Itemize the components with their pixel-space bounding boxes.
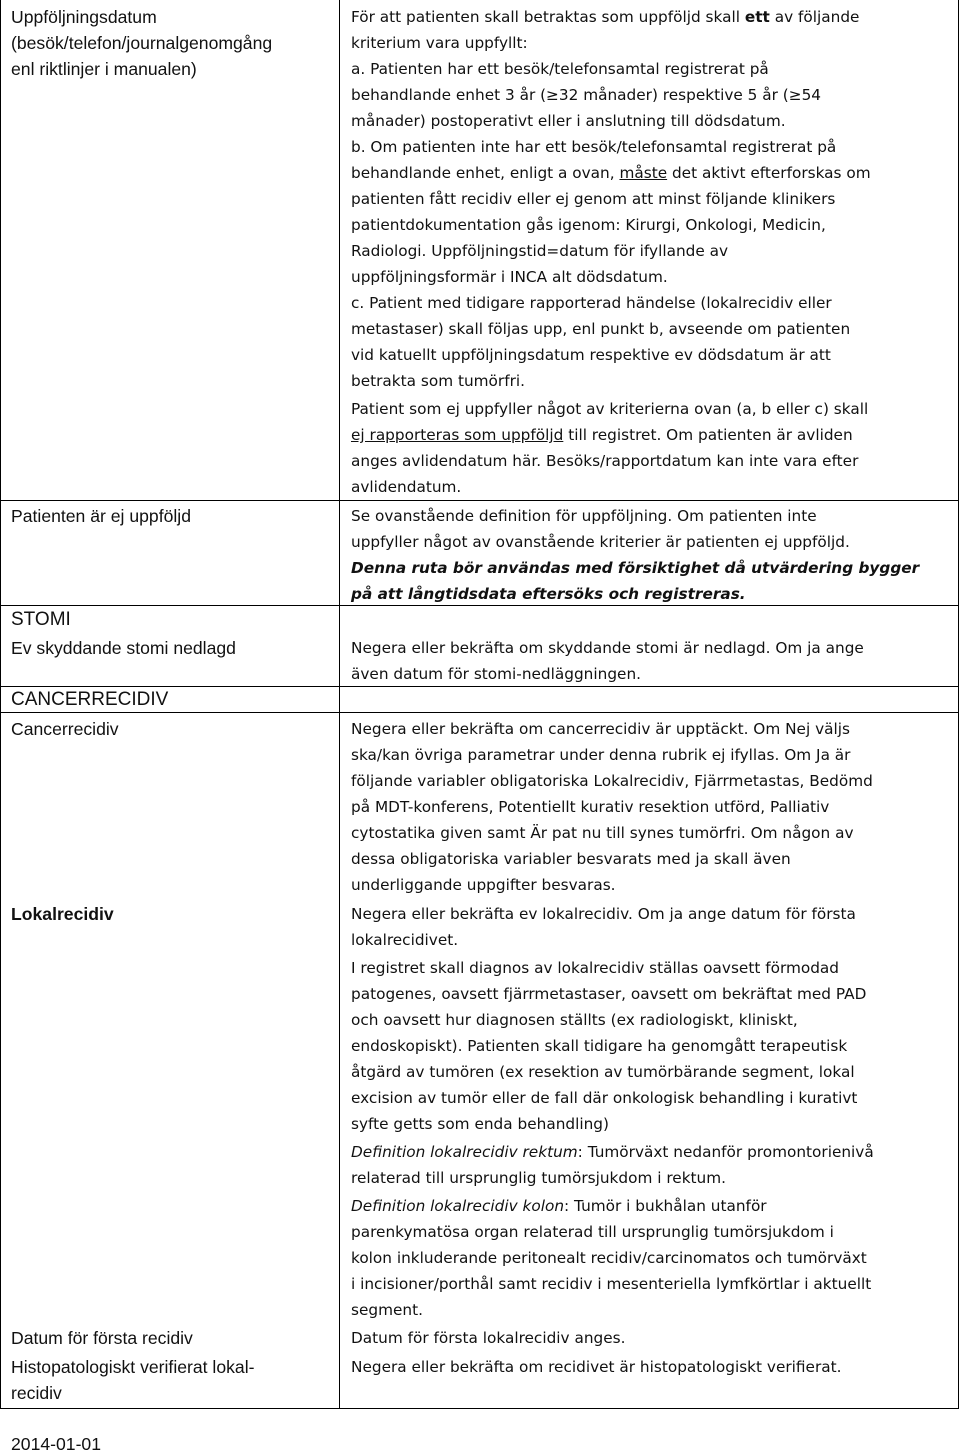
table-column-divider (339, 0, 340, 1409)
criterion-b-line: patientdokumentation gås igenom: Kirurgi, Onkologi, Medicin, (351, 216, 826, 234)
criterion-b-line: uppföljningsformär i INCA alt dödsdatum. (351, 268, 668, 286)
text-span: : Tumörväxt nedanför promontorienivå (577, 1143, 874, 1161)
row-divider-1 (0, 500, 959, 501)
definition-kolon-line: kolon inkluderande peritonealt recidiv/carcinomatos och tumörväxt (351, 1249, 867, 1267)
ej-uppfoljd-line: Se ovanstående definition för uppföljning. Om patienten inte (351, 507, 817, 525)
definition-kolon-line (351, 1193, 767, 1219)
rule-line: anges avlidendatum här. Besöks/rapportdatum kan inte vara efter (351, 452, 859, 470)
label-stomi: Ev skyddande stomi nedlagd (11, 638, 236, 658)
label-uppfoljningsdatum-line: enl riktlinjer i manualen) (11, 59, 197, 79)
text-span-underlined: ej rapporteras som uppföljd (351, 426, 564, 444)
section-header-cancerrecidiv: CANCERRECIDIV (11, 689, 169, 710)
lokalrecidiv-line: lokalrecidivet. (351, 931, 459, 949)
cancerrecidiv-line: dessa obligatoriska variabler besvarats med ja skall även (351, 850, 791, 868)
lokalrecidiv-line: Negera eller bekräfta ev lokalrecidiv. Om ja ange datum för första (351, 905, 856, 923)
definition-rektum-line (351, 1139, 874, 1165)
cancerrecidiv-line: följande variabler obligatoriska Lokalrecidiv, Fjärrmetastas, Bedömd (351, 772, 873, 790)
criterion-c-line: betrakta som tumörfri. (351, 372, 525, 390)
definition-intro (351, 4, 859, 30)
definition-kolon-line: segment. (351, 1301, 423, 1319)
diagnos-line: åtgärd av tumören (ex resektion av tumörbärande segment, lokal (351, 1063, 855, 1081)
label-uppfoljningsdatum-line: Uppföljningsdatum (11, 7, 157, 27)
cancerrecidiv-line: Negera eller bekräfta om cancerrecidiv är upptäckt. Om Nej väljs (351, 720, 850, 738)
histopatologiskt-verifierat: Negera eller bekräfta om recidivet är histopatologiskt verifierat. (351, 1358, 842, 1376)
criterion-b-line: patienten fått recidiv eller ej genom att minst följande klinikers (351, 190, 836, 208)
label-datum-forsta-recidiv: Datum för första recidiv (11, 1328, 193, 1348)
criterion-c-line: vid katuellt uppföljningsdatum respektive ev dödsdatum är att (351, 346, 831, 364)
criterion-a-line: a. Patienten har ett besök/telefonsamtal registrerat på (351, 60, 769, 78)
criterion-b-line (351, 160, 871, 186)
diagnos-line: och oavsett hur diagnosen ställts (ex radiologiskt, kliniskt, (351, 1011, 798, 1029)
diagnos-line: patogenes, oavsett fjärrmetastaser, oavsett om bekräftat med PAD (351, 985, 867, 1003)
table-bottom-border (0, 1408, 959, 1409)
label-histopatologiskt-line: recidiv (11, 1383, 62, 1403)
diagnos-line: endoskopiskt). Patienten skall tidigare ha genomgått terapeutisk (351, 1037, 848, 1055)
criterion-b-line: Radiologi. Uppföljningstid=datum för ifyllande av (351, 242, 729, 260)
cancerrecidiv-line: ska/kan övriga parametrar under denna rubrik ej ifyllas. Om Ja är (351, 746, 851, 764)
cancerrecidiv-line: cytostatika given samt Är pat nu till synes tumörfri. Om någon av (351, 824, 854, 842)
diagnos-line: syfte getts som enda behandling) (351, 1115, 609, 1133)
label-uppfoljningsdatum-line: (besök/telefon/journalgenomgång (11, 33, 273, 53)
text-span: det aktivt efterforskas om (667, 164, 871, 182)
definition-kolon-line: i incisioner/porthål samt recidiv i mesenteriella lymfkörtlar i aktuellt (351, 1275, 872, 1293)
table-left-border (0, 0, 1, 1409)
stomi-line: även datum för stomi-nedläggningen. (351, 665, 642, 683)
ej-uppfoljd-line: uppfyller något av ovanstående kriterier är patienten ej uppföljd. (351, 533, 850, 551)
criterion-a-line: månader) postoperativt eller i anslutning till dödsdatum. (351, 112, 786, 130)
criterion-b-line: b. Om patienten inte har ett besök/telefonsamtal registrerat på (351, 138, 837, 156)
label-ej-uppfoljd: Patienten är ej uppföljd (11, 506, 191, 526)
cancerrecidiv-line: på MDT-konferens, Potentiellt kurativ resektion utförd, Palliativ (351, 798, 830, 816)
rule-line (351, 422, 853, 448)
text-span-italic: Definition lokalrecidiv kolon (351, 1197, 565, 1215)
diagnos-line: I registret skall diagnos av lokalrecidiv ställas oavsett förmodad (351, 959, 840, 977)
criterion-c-line: metastaser) skall följas upp, enl punkt b, avseende om patienten (351, 320, 851, 338)
text-span: av följande (769, 8, 860, 26)
text-span: För att patienten skall betraktas som uppföljd skall (351, 8, 745, 26)
rule-line: Patient som ej uppfyller något av kriterierna ovan (a, b eller c) skall (351, 400, 869, 418)
criterion-c-line: c. Patient med tidigare rapporterad händelse (lokalrecidiv eller (351, 294, 832, 312)
text-span: : Tumör i bukhålan utanför (564, 1197, 767, 1215)
text-span-bold: ett (744, 8, 770, 26)
diagnos-line: excision av tumör eller de fall där onkologisk behandling i kurativt (351, 1089, 858, 1107)
table-right-border (958, 0, 959, 1409)
text-span: till registret. Om patienten är avliden (563, 426, 853, 444)
label-cancerrecidiv: Cancerrecidiv (11, 719, 119, 739)
text-span-italic: Definition lokalrecidiv rektum (351, 1143, 578, 1161)
datum-forsta-lokalrecidiv: Datum för första lokalrecidiv anges. (351, 1329, 626, 1347)
section-header-stomi: STOMI (11, 609, 71, 630)
definition-kolon-line: parenkymatösa organ relaterad till ursprunglig tumörsjukdom i (351, 1223, 834, 1241)
warning-line: Denna ruta bör användas med försiktighet då utvärdering bygger (351, 559, 920, 577)
definition-rektum-line: relaterad till ursprunglig tumörsjukdom i rektum. (351, 1169, 727, 1187)
footer-date: 2014-01-01 (11, 1434, 101, 1454)
rule-line: avlidendatum. (351, 478, 462, 496)
stomi-line: Negera eller bekräfta om skyddande stomi är nedlagd. Om ja ange (351, 639, 864, 657)
criterion-a-line: behandlande enhet 3 år (≥32 månader) respektive 5 år (≥54 (351, 86, 822, 104)
warning-line: på att långtidsdata eftersöks och registreras. (351, 585, 746, 603)
label-lokalrecidiv: Lokalrecidiv (11, 904, 114, 924)
cancerrecidiv-line: underliggande uppgifter besvaras. (351, 876, 616, 894)
definition-line: kriterium vara uppfyllt: (351, 34, 528, 52)
text-span: behandlande enhet, enligt a ovan, (351, 164, 620, 182)
label-histopatologiskt-line: Histopatologiskt verifierat lokal- (11, 1357, 255, 1377)
text-span-underlined: måste (619, 164, 668, 182)
